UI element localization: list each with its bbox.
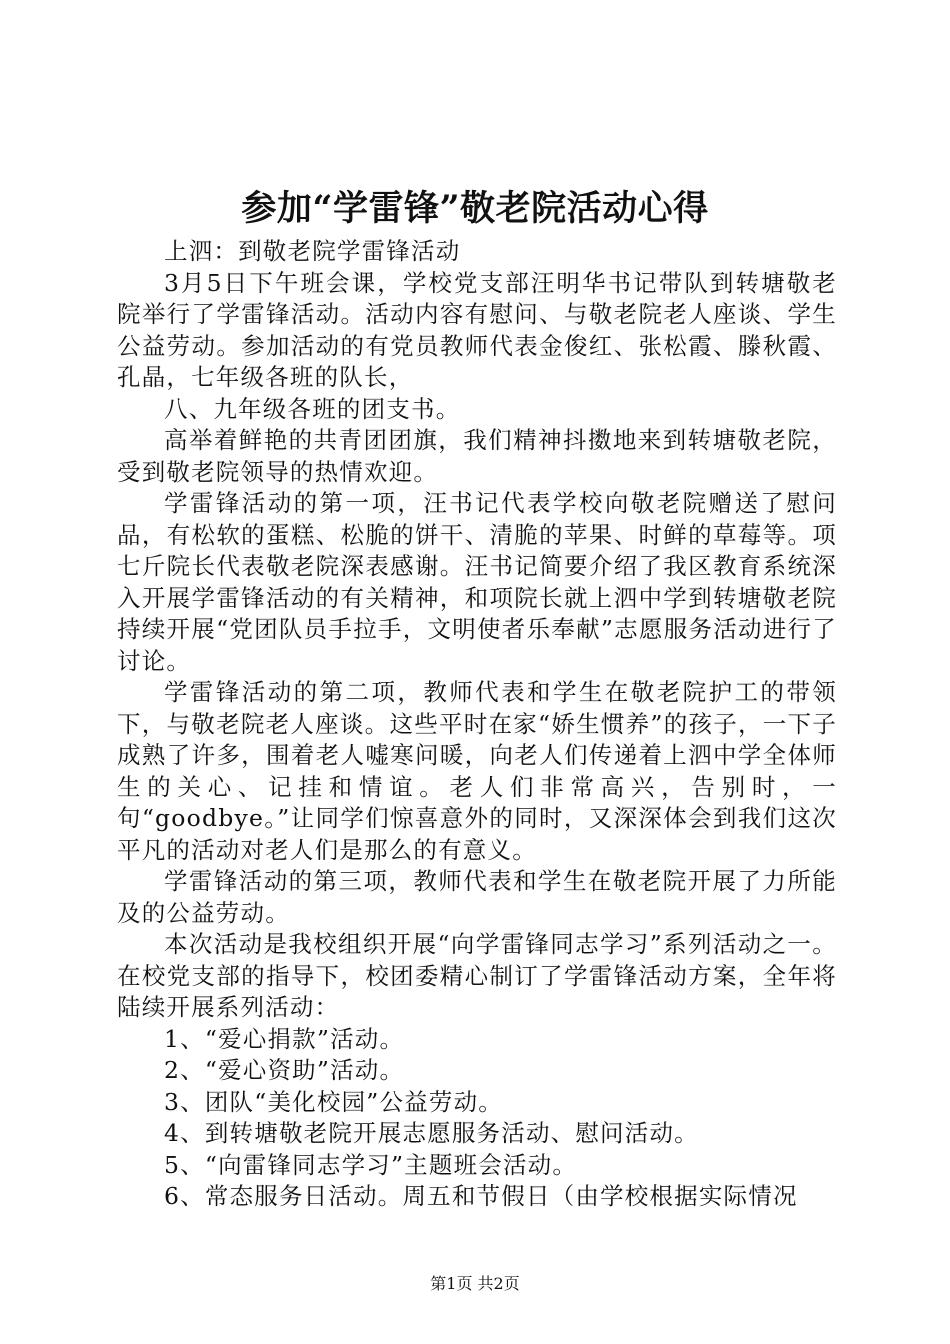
document-title: 参加“学雷锋”敬老院活动心得 (241, 188, 709, 229)
list-item: 1、“爱心捐款”活动。 (164, 1024, 405, 1053)
list-item: 2、“爱心资助”活动。 (164, 1056, 405, 1084)
list-item: 5、“向雷锋同志学习”主题班会活动。 (164, 1150, 578, 1179)
paragraph: 3月5日下午班会课，学校党支部汪明华书记带队到转塘敬老院举行了学雷锋活动。活动内容有慰问、与敬老院老人座谈、学生公益劳动。参加活动的有党员教师代表金俊红、张松霞、滕秋霞、孔晶，七年级各班的队长， (117, 268, 837, 391)
list-item: 4、到转塘敬老院开展志愿服务活动、慰问活动。 (164, 1119, 699, 1147)
paragraph: 学雷锋活动的第二项，教师代表和学生在敬老院护工的带领下，与敬老院老人座谈。这些平时在家“娇生惯养”的孩子，一下子成熟了许多，围着老人嘘寒问暖，向老人们传递着上泗中学全体师生的关心、记挂和情谊。老人们非常高兴，告别时，一句“goodbye。”让同学们惊喜意外的同时，又深深体会到我们这次平凡的活动对老人们是那么的有意义。 (117, 678, 837, 864)
paragraph: 高举着鲜艳的共青团团旗，我们精神抖擞地来到转塘敬老院，受到敬老院领导的热情欢迎。 (117, 426, 837, 486)
paragraph: 八、九年级各班的团支书。 (164, 394, 461, 423)
document-body (117, 236, 837, 1213)
paragraph: 上泗：到敬老院学雷锋活动 (164, 237, 461, 265)
paragraph: 本次活动是我校组织开展“向学雷锋同志学习”系列活动之一。在校党支部的指导下，校团委精心制订了学雷锋活动方案，全年将陆续开展系列活动： (117, 930, 837, 1021)
paragraph: 学雷锋活动的第一项，汪书记代表学校向敬老院赠送了慰问品，有松软的蛋糕、松脆的饼干、清脆的苹果、时鲜的草莓等。项七斤院长代表敬老院深表感谢。汪书记简要介绍了我区教育系统深入开展学雷锋活动的有关精神，和项院长就上泗中学到转塘敬老院持续开展“党团队员手拉手，文明使者乐奉献”志愿服务活动进行了讨论。 (117, 489, 837, 675)
page-footer: 第1页 共2页 (430, 1274, 520, 1293)
paragraph: 学雷锋活动的第三项，教师代表和学生在敬老院开展了力所能及的公益劳动。 (117, 867, 837, 927)
list-item: 3、团队“美化校园”公益劳动。 (164, 1087, 503, 1116)
list-item: 6、常态服务日活动。周五和节假日（由学校根据实际情况 (164, 1182, 798, 1210)
